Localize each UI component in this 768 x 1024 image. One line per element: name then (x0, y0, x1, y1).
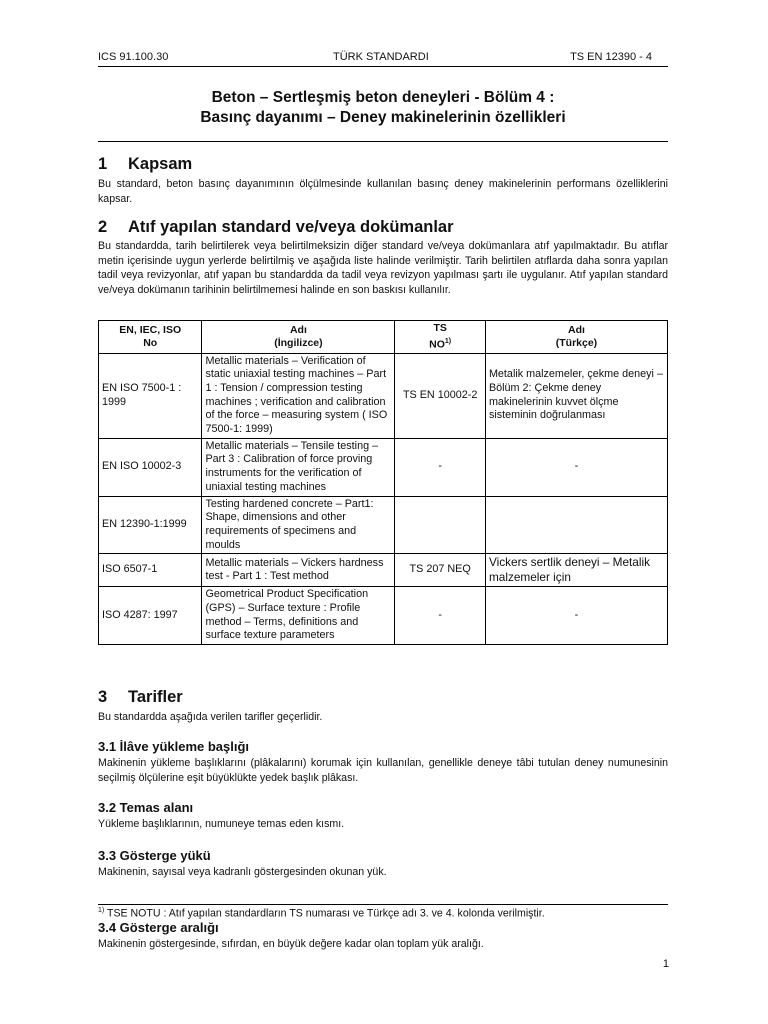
cell-name-turkish: Metalik malzemeler, çekme deneyi – Bölüm 2: Çekme deney makinelerinin kuvvet ölçme sisteminin doğrulanması (485, 353, 667, 438)
table-row (99, 353, 668, 438)
section-title: Tarifler (128, 688, 183, 706)
table-row (99, 496, 668, 554)
section-number: 2 (98, 218, 108, 236)
cell-ts-no: TS 207 NEQ (395, 554, 486, 587)
cell-name-turkish: - (485, 438, 667, 496)
document-title (98, 88, 668, 128)
table-row (99, 554, 668, 587)
cell-en-no: EN 12390-1:1999 (99, 496, 202, 554)
cell-en-no: EN ISO 7500-1 : 1999 (99, 353, 202, 438)
cell-ts-no (395, 496, 486, 554)
cell-en-no: ISO 4287: 1997 (99, 587, 202, 645)
cell-name-english: Testing hardened concrete – Part1: Shape, dimensions and other requirements of specimens and moulds (202, 496, 395, 554)
section-2-heading (98, 218, 454, 237)
header-cell-en-no: EN, IEC, ISO No (99, 321, 202, 354)
subsection-3-2-text: Yükleme başlıklarının, numuneye temas eden kısmı. (98, 818, 345, 830)
section-3-text: Bu standardda aşağıda verilen tarifler geçerlidir. (98, 711, 323, 723)
title-rule (98, 141, 668, 142)
cell-name-english: Metallic materials – Verification of static uniaxial testing machines – Part 1 : Tension / compression testing machines ; verification and calibration of the force – measuring system ( ISO 7500-1: 1999) (202, 353, 395, 438)
cell-en-no: ISO 6507-1 (99, 554, 202, 587)
footnote-mark: 1) (98, 907, 105, 914)
header-cell-name-english: Adı (İngilizce) (202, 321, 395, 354)
cell-name-english: Metallic materials – Tensile testing – Part 3 : Calibration of force proving instruments for the verification of uniaxial testing machines (202, 438, 395, 496)
subsection-3-1-text: Makinenin yükleme başlıklarını (plâkalarını) korumak için kullanılan, genellikle deneye tâbi tutulan deney numunesinin seçilmiş ölçülerine eşit büyüklükte yedek başlık plâkası. (98, 757, 668, 784)
section-title: Atıf yapılan standard ve/veya dokümanlar (128, 218, 454, 236)
header-rule (98, 66, 668, 67)
section-2-text: Bu standardda, tarih belirtilerek veya belirtilmeksizin diğer standard ve/veya dokümanlara atıf yapılmaktadır. Bu atıflar metin içerisinde uygun yerlerde belirtilmiş ve aşağıda liste halinde verilmiştir. Tarih belirtilen atıflarda daha sonra yapılan tadil veya revizyonlar, atıf yapan bu standardda da tadil veya revizyon yapılması şartı ile uygulanır. Atıf yapılan standard ve/veya dokümanın tarihinin belirtilmemesi halinde en son baskısı kullanılır. (98, 240, 668, 296)
page-header (98, 51, 668, 67)
header-cell-name-turkish: Adı (Türkçe) (485, 321, 667, 354)
title-line-1: Beton – Sertleşmiş beton deneyleri - Bölüm 4 : (211, 89, 555, 106)
page-number: 1 (662, 958, 669, 970)
section-1-text: Bu standard, beton basınç dayanımının ölçülmesinde kullanılan basınç deney makinelerinin performans özelliklerini kapsar. (98, 178, 668, 205)
cell-ts-no: - (395, 587, 486, 645)
subsection-3-4-heading: 3.4 Gösterge aralığı (98, 920, 219, 935)
footnote (98, 907, 545, 920)
reference-table (98, 320, 668, 645)
cell-name-english: Metallic materials – Vickers hardness test - Part 1 : Test method (202, 554, 395, 587)
title-line-2: Basınç dayanımı – Deney makinelerinin özellikleri (200, 109, 566, 126)
section-number: 1 (98, 155, 108, 173)
cell-name-turkish: - (485, 587, 667, 645)
subsection-3-4-text: Makinenin göstergesinde, sıfırdan, en büyük değere kadar olan toplam yük aralığı. (98, 938, 484, 950)
standard-number: TS EN 12390 - 4 (570, 51, 652, 63)
subsection-3-1-heading: 3.1 İlâve yükleme başlığı (98, 739, 250, 754)
footnote-text: TSE NOTU : Atıf yapılan standardların TS numarası ve Türkçe adı 3. ve 4. kolonda verilmiştir. (104, 907, 545, 920)
subsection-3-3-heading: 3.3 Gösterge yükü (98, 848, 211, 863)
cell-ts-no: TS EN 10002-2 (395, 353, 486, 438)
section-title: Kapsam (128, 155, 193, 173)
ics-code: ICS 91.100.30 (98, 51, 169, 63)
cell-ts-no: - (395, 438, 486, 496)
cell-name-turkish: Vickers sertlik deneyi – Metalik malzemeler için (485, 554, 667, 587)
footnote-rule (98, 904, 668, 905)
table-row (99, 438, 668, 496)
section-1-heading (98, 155, 192, 174)
header-cell-ts-no: TS NO$^{1)}$ (395, 321, 486, 354)
subsection-3-3-text: Makinenin, sayısal veya kadranlı göstergesinden okunan yük. (98, 866, 387, 878)
section-number: 3 (98, 688, 108, 706)
cell-name-english: Geometrical Product Specification (GPS) – Surface texture : Profile method – Terms, definitions and surface texture parameters (202, 587, 395, 645)
section-3-heading (98, 688, 183, 707)
subsection-3-2-heading: 3.2 Temas alanı (98, 800, 194, 815)
table-header-row (99, 321, 668, 354)
cell-name-turkish (485, 496, 667, 554)
cell-en-no: EN ISO 10002-3 (99, 438, 202, 496)
standard-label: TÜRK STANDARDI (333, 51, 429, 63)
table-row (99, 587, 668, 645)
